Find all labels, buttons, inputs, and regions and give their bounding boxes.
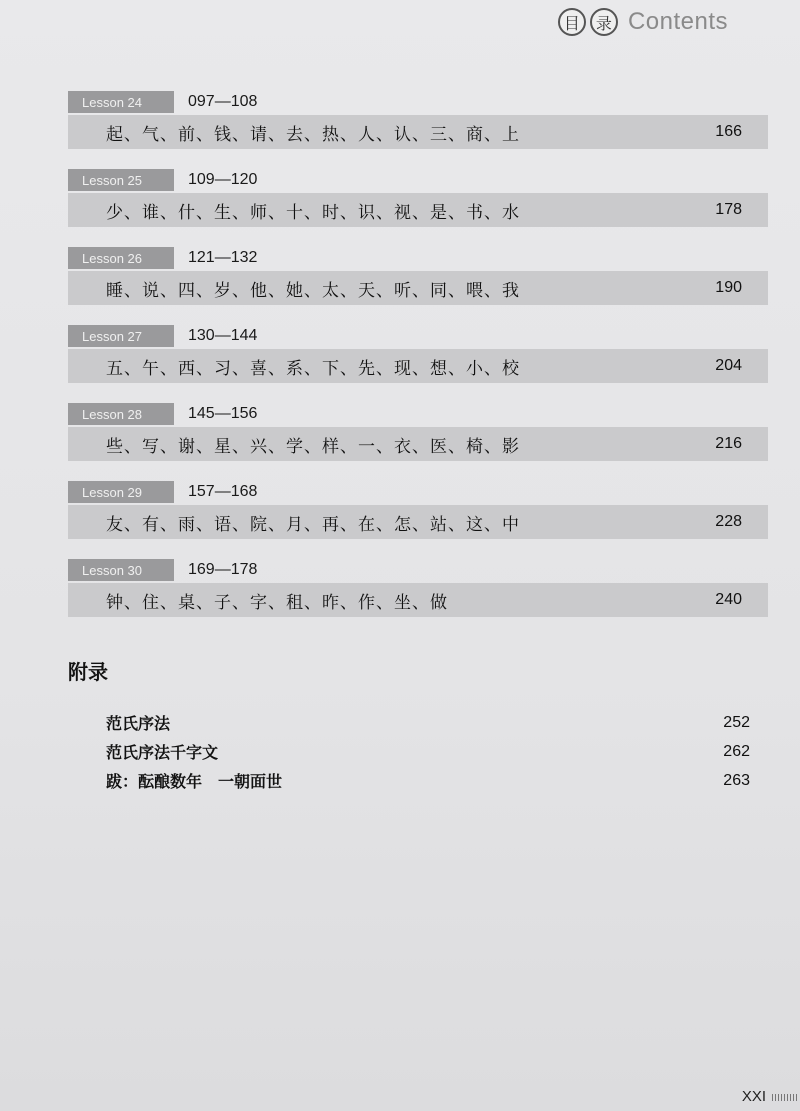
lesson-range: 169—178	[188, 561, 258, 578]
lesson-bar	[68, 583, 768, 617]
lesson-entry	[68, 89, 768, 167]
lesson-bar	[68, 505, 768, 539]
lesson-tag: Lesson 30	[68, 559, 174, 581]
appendix-item	[106, 766, 750, 795]
lesson-page: 190	[715, 279, 742, 296]
lesson-tag: Lesson 25	[68, 169, 174, 191]
appendix-page: 252	[723, 713, 750, 731]
lesson-chars: 少、谁、什、生、师、十、时、识、视、是、书、水	[106, 202, 520, 223]
lesson-head	[68, 557, 768, 583]
lesson-bar	[68, 349, 768, 383]
lesson-head	[68, 323, 768, 349]
contents-header	[558, 8, 728, 36]
appendix-label: 跋：酝酿数年 一朝面世	[106, 772, 283, 791]
lesson-page: 228	[715, 513, 742, 530]
appendix-page: 262	[723, 742, 750, 760]
lesson-head	[68, 245, 768, 271]
lesson-head	[68, 401, 768, 427]
appendix-label: 范氏序法千字文	[106, 743, 219, 762]
lesson-chars: 起、气、前、钱、请、去、热、人、认、三、商、上	[106, 124, 520, 145]
lesson-chars: 钟、住、桌、子、字、租、昨、作、坐、做	[106, 592, 448, 613]
lesson-range: 097—108	[188, 93, 258, 110]
lesson-bar	[68, 115, 768, 149]
header-char-mu: 目	[558, 8, 586, 36]
lesson-list	[68, 89, 768, 635]
page-number: XXI	[741, 1088, 766, 1105]
lesson-range: 130—144	[188, 327, 258, 344]
lesson-entry	[68, 479, 768, 557]
appendix-title: 附录	[68, 660, 108, 684]
lesson-bar	[68, 271, 768, 305]
lesson-page: 204	[715, 357, 742, 374]
lesson-bar	[68, 427, 768, 461]
lesson-range: 145—156	[188, 405, 258, 422]
appendix-list	[106, 708, 750, 795]
lesson-page: 240	[715, 591, 742, 608]
lesson-range: 121—132	[188, 249, 258, 266]
appendix-page: 263	[723, 771, 750, 789]
lesson-chars: 睡、说、四、岁、他、她、太、天、听、同、喂、我	[106, 280, 520, 301]
lesson-page: 178	[715, 201, 742, 218]
lesson-tag: Lesson 24	[68, 91, 174, 113]
lesson-tag: Lesson 27	[68, 325, 174, 347]
lesson-range: 157—168	[188, 483, 258, 500]
lesson-chars: 五、午、西、习、喜、系、下、先、现、想、小、校	[106, 358, 520, 379]
header-title: Contents	[627, 8, 728, 35]
lesson-head	[68, 479, 768, 505]
lesson-entry	[68, 557, 768, 635]
lesson-tag: Lesson 26	[68, 247, 174, 269]
lesson-tag: Lesson 28	[68, 403, 174, 425]
appendix-label: 范氏序法	[106, 714, 171, 733]
lesson-chars: 些、写、谢、星、兴、学、样、一、衣、医、椅、影	[106, 436, 520, 457]
lesson-bar	[68, 193, 768, 227]
appendix-item	[106, 737, 750, 766]
lesson-entry	[68, 323, 768, 401]
lesson-head	[68, 167, 768, 193]
appendix-item	[106, 708, 750, 737]
lesson-page: 166	[715, 123, 742, 140]
lesson-head	[68, 89, 768, 115]
lesson-entry	[68, 167, 768, 245]
lesson-entry	[68, 245, 768, 323]
lesson-range: 109—120	[188, 171, 258, 188]
barcode-mark	[772, 1094, 798, 1101]
lesson-chars: 友、有、雨、语、院、月、再、在、怎、站、这、中	[106, 514, 520, 535]
lesson-entry	[68, 401, 768, 479]
lesson-tag: Lesson 29	[68, 481, 174, 503]
lesson-page: 216	[715, 435, 742, 452]
header-char-lu: 录	[590, 8, 618, 36]
